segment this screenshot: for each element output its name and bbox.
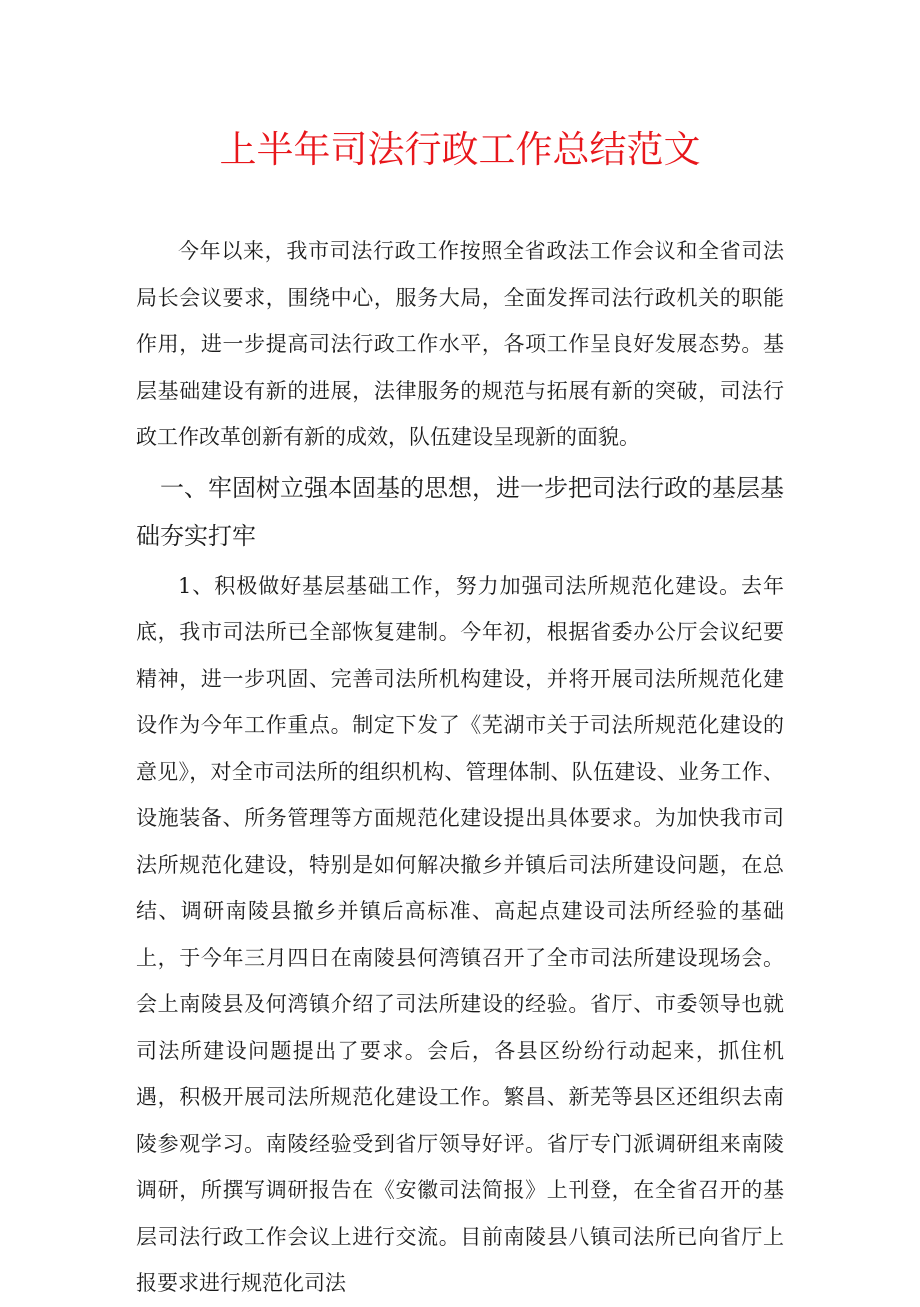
intro-paragraph: 今年以来，我市司法行政工作按照全省政法工作会议和全省司法局长会议要求，围绕中心，服务大局，全面发挥司法行政机关的职能作用，进一步提高司法行政工作水平，各项工作呈良好发展态势。基层基础建设有新的进展，法律服务的规范与拓展有新的突破，司法行政工作改革创新有新的成效，队伍建设呈现新的面貌。 [136,239,784,449]
section-heading-1: 一、牢固树立强本固基的思想，进一步把司法行政的基层基础夯实打牢 [136,473,784,550]
document-title: 上半年司法行政工作总结范文 [219,128,701,171]
document-body [136,228,784,1307]
section-1-item-1-paragraph: 1、积极做好基层基础工作，努力加强司法所规范化建设。去年底，我市司法所已全部恢复建制。今年初，根据省委办公厅会议纪要精神，进一步巩固、完善司法所机构建设，并将开展司法所规范化建设作为今年工作重点。制定下发了《芜湖市关于司法所规范化建设的意见》，对全市司法所的组织机构、管理体制、队伍建设、业务工作、设施装备、所务管理等方面规范化建设提出具体要求。为加快我市司法所规范化建设，特别是如何解决撤乡并镇后司法所建设问题，在总结、调研南陵县撤乡并镇后高标准、高起点建设司法所经验的基础上，于今年三月四日在南陵县何湾镇召开了全市司法所建设现场会。会上南陵县及何湾镇介绍了司法所建设的经验。省厅、市委领导也就司法所建设问题提出了要求。会后，各县区纷纷行动起来，抓住机遇，积极开展司法所规范化建设工作。繁昌、新芜等县区还组织去南陵参观学习。南陵经验受到省厅领导好评。省厅专门派调研组来南陵调研，所撰写调研报告在《安徽司法简报》上刊登，在全省召开的基层司法行政工作会议上进行交流。目前南陵县八镇司法所已向省厅上报要求进行规范化司法 [136,573,784,1295]
